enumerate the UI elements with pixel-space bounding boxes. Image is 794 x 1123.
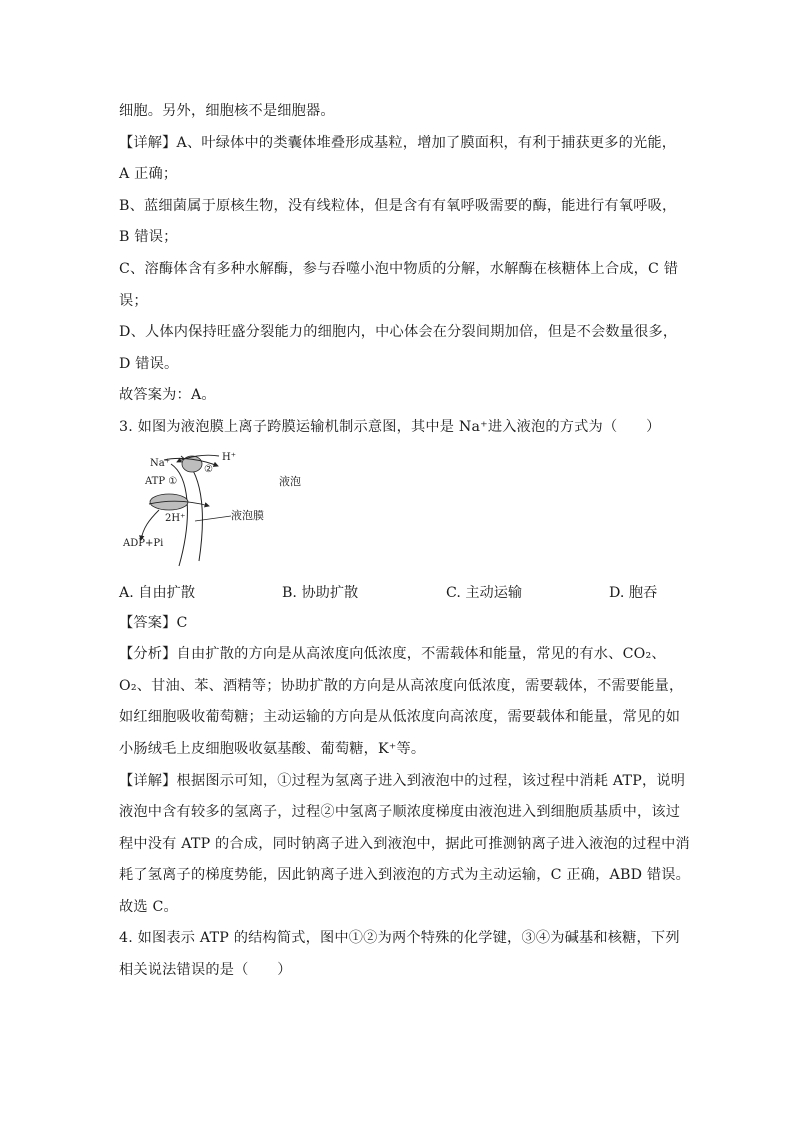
text-line: D、人体内保持旺盛分裂能力的细胞内，中心体会在分裂间期加倍，但是不会数量很多， [119,324,678,341]
h-label: H⁺ [222,451,236,463]
na-label: Na⁺ [150,457,170,469]
text-line: A 正确； [119,166,178,183]
answer-line: 【答案】C [119,614,188,631]
option-d: D. 胞吞 [609,584,658,601]
text-line: B、蓝细菌属于原核生物，没有线粒体，但是含有有氧呼吸需要的酶，能进行有氧呼吸， [119,197,677,214]
text-line: 故答案为：A。 [119,387,216,404]
atp-adp-arrow [141,510,159,540]
question-3-stem: 3. 如图为液泡膜上离子跨膜运输机制示意图，其中是 Na⁺进入液泡的方式为（ ） [119,418,661,435]
option-c: C. 主动运输 [446,584,523,601]
text-line: C、溶酶体含有多种水解酶，参与吞噬小泡中物质的分解，水解酶在核糖体上合成，C 错 [119,260,679,277]
text-line: 【详解】A、叶绿体中的类囊体堆叠形成基粒，增加了膜面积，有利于捕获更多的光能， [119,134,677,151]
text-line: 误； [119,292,148,309]
answer-options [119,578,679,608]
proton-pump-ellipse [150,494,188,510]
option-b: B. 协助扩散 [282,584,359,601]
circle-2-label: ② [204,463,213,475]
document-page [119,96,691,987]
vacuole-label: 液泡 [279,474,301,488]
vacuole-membrane-diagram [119,446,679,574]
option-a: A. 自由扩散 [119,584,196,601]
text-line: 故选 C。 [119,898,178,915]
text-line: 程中没有 ATP 的合成，同时钠离子进入到液泡中，据此可推测钠离子进入液泡的过程中消 [119,835,690,852]
membrane-leader [195,516,231,521]
text-line: 如红细胞吸收葡萄糖；主动运输的方向是从低浓度向高浓度，需要载体和能量，常见的如 [119,709,681,726]
text-line: 细胞。另外，细胞核不是细胞器。 [119,103,335,119]
diagram-drawing [119,446,679,574]
text-block-top [119,96,679,444]
text-line: 小肠绒毛上皮细胞吸收氨基酸、葡萄糖，K⁺等。 [119,740,426,757]
text-line: 【分析】自由扩散的方向是从高浓度向低浓度，不需载体和能量，常见的有水、CO₂、 [119,646,666,663]
text-line: D 错误。 [119,355,179,372]
text-line: O₂、甘油、苯、酒精等；协助扩散的方向是从高浓度向低浓度，需要载体，不需要能量， [119,677,684,694]
text-line: 耗了氢离子的梯度势能，因此钠离子进入到液泡的方式为主动运输，C 正确，ABD 错误。 [119,867,691,884]
text-line: 液泡中含有较多的氢离子，过程②中氢离子顺浓度梯度由液泡进入到细胞质基质中，该过 [119,804,681,821]
membrane-label: 液泡膜 [231,508,264,522]
two-h-label: 2H⁺ [165,512,186,524]
text-line: 【详解】根据图示可知，①过程为氢离子进入到液泡中的过程，该过程中消耗 ATP，说明 [119,772,686,789]
text-block-bottom [119,608,691,987]
atp-label: ATP ① [145,475,178,487]
adp-label: ADP+Pi [123,537,164,549]
text-line: 相关说法错误的是（ ） [119,962,292,979]
text-line: B 错误； [119,229,178,246]
question-4-stem: 4. 如图表示 ATP 的结构简式，图中①②为两个特殊的化学键，③④为碱基和核糖，下列 [119,930,680,947]
